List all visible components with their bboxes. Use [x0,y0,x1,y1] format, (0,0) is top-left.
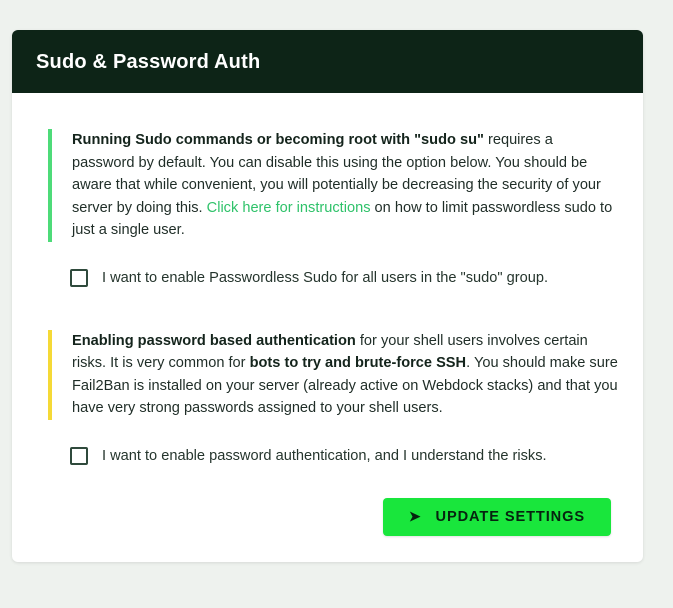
sudo-notice-lead: Running Sudo commands or becoming root with "sudo su" [72,132,484,148]
send-icon: ➤ [408,507,422,524]
sudo-instructions-link[interactable]: Click here for instructions [206,199,371,216]
password-auth-row[interactable] [70,446,619,466]
page-title: Sudo & Password Auth [36,51,261,73]
password-auth-notice-bold-2: bots to try and brute-force SSH [249,355,467,371]
spacer [36,288,619,318]
password-auth-notice [48,330,619,420]
sudo-notice-text-2: on how to limit passwordless sudo to just a single user. [72,199,613,238]
sudo-password-auth-card [12,30,643,562]
sudo-notice [48,129,619,242]
password-auth-notice-text-1: for your shell users involves certain risks. It is very common for [72,332,588,371]
password-auth-notice-lead: Enabling password based authentication [72,332,356,349]
card-body [12,93,643,562]
card-header [12,30,643,93]
password-auth-label: I want to enable password authentication, and I understand the risks. [102,447,547,464]
passwordless-sudo-checkbox[interactable] [70,269,88,287]
update-settings-button[interactable] [383,498,611,536]
password-auth-notice-text-2: . You should make sure Fail2Ban is installed on your server (already active on Webdock stacks) and that you have very strong passwords assigned to your shell users. [72,355,618,416]
card-actions [36,466,619,536]
passwordless-sudo-label: I want to enable Passwordless Sudo for all users in the "sudo" group. [102,269,548,286]
sudo-notice-text-1: requires a password by default. You can disable this using the option below. You should be aware that while convenient, you will potentially be decreasing the security of your server by doing this. [72,132,601,216]
passwordless-sudo-row[interactable] [70,268,619,288]
update-settings-label: UPDATE SETTINGS [435,508,585,525]
password-auth-checkbox[interactable] [70,447,88,465]
